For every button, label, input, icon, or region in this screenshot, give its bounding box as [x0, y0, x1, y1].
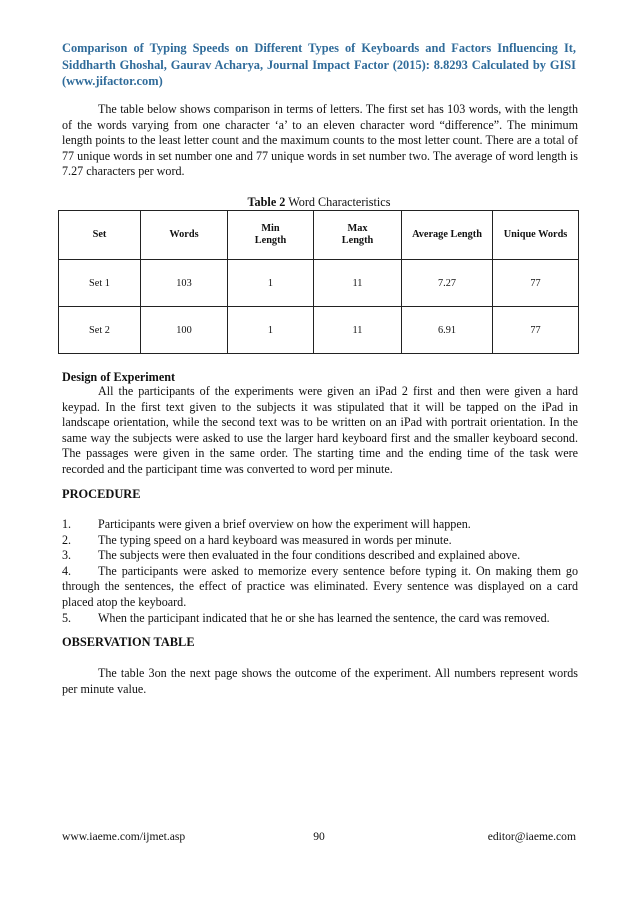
cell-min: 1	[228, 307, 314, 354]
header-min-line1: Min	[261, 222, 280, 234]
table-row	[59, 260, 579, 307]
page-footer	[62, 830, 576, 843]
cell-words: 100	[141, 307, 228, 354]
footer-email: editor@iaeme.com	[487, 830, 576, 843]
list-item-number: 1.	[62, 517, 72, 531]
header-max-length	[314, 211, 402, 260]
list-item-number: 4.	[62, 563, 72, 578]
table-header-row	[59, 211, 579, 260]
design-heading: Design of Experiment	[62, 370, 176, 384]
cell-set: Set 2	[59, 307, 141, 354]
list-item	[62, 548, 578, 564]
procedure-heading: PROCEDURE	[62, 487, 141, 501]
header-min-line2: Length	[254, 235, 287, 246]
design-paragraph: All the participants of the experiments were given an iPad 2 first and then were given a hard keypad. In the first text given to the subjects it was stipulated that it will be tapped on the iPad in landscape orientation, while the second text was to be written on an iPad with portrait orientation. In the same way the subjects were asked to use the larger hard keyboard first and the smaller keyboard second. The passages were given in the same order. The starting time and the ending time of the task were recorded and the participant time was converted to word per minute.	[62, 384, 578, 476]
list-item	[62, 611, 578, 627]
list-item-number: 2.	[62, 532, 72, 547]
cell-max: 11	[314, 260, 402, 307]
list-item	[62, 564, 578, 611]
list-item-text: The typing speed on a hard keyboard was measured in words per minute.	[98, 532, 452, 547]
header-max-line2: Length	[341, 235, 374, 246]
cell-unique: 77	[493, 307, 579, 354]
word-characteristics-table	[58, 210, 579, 354]
procedure-list	[62, 517, 578, 626]
list-item-number: 3.	[62, 548, 72, 563]
running-header-citation: Comparison of Typing Speeds on Different Types of Keyboards and Factors Influencing It, Siddharth Ghoshal, Gaurav Acharya, Journal Impact Factor (2015): 8.8293 Calculated by GISI (www.jifactor.com)	[62, 41, 576, 88]
cell-max: 11	[314, 307, 402, 354]
list-item-text: Participants were given a brief overview on how the experiment will happen.	[98, 517, 471, 531]
header-average-length: Average Length	[402, 211, 493, 260]
cell-set: Set 1	[59, 260, 141, 307]
page-number: 90	[313, 830, 325, 843]
table-row	[59, 307, 579, 354]
table-2-caption-title: Word Characteristics	[285, 195, 391, 209]
observation-paragraph: The table 3on the next page shows the outcome of the experiment. All numbers represent words per minute value.	[62, 666, 578, 696]
table-2-caption-label: Table 2	[247, 195, 286, 209]
footer-url: www.iaeme.com/ijmet.asp	[62, 830, 186, 843]
list-item	[62, 517, 578, 533]
cell-avg: 7.27	[402, 260, 493, 307]
list-item-text: When the participant indicated that he or she has learned the sentence, the card was removed.	[98, 610, 550, 625]
cell-min: 1	[228, 260, 314, 307]
list-item-number: 5.	[62, 610, 72, 625]
intro-paragraph: The table below shows comparison in terms of letters. The first set has 103 words, with the length of the words varying from one character ‘a’ to an eleven character word “difference”. The minimum length points to the least letter count and the maximum counts to the most letter count. There are a total of 77 unique words in set number one and 77 unique words in set number two. The average of word length is 7.27 characters per word.	[62, 102, 578, 179]
header-max-line1: Max	[347, 222, 368, 234]
header-set: Set	[59, 211, 141, 260]
list-item-text: The participants were asked to memorize every sentence before typing it. On making them go through the sentences, the effect of practice was eliminated. Every sentence was displayed on a card placed atop the keyboard.	[62, 563, 578, 609]
cell-unique: 77	[493, 260, 579, 307]
header-unique-words: Unique Words	[493, 211, 579, 260]
header-min-length	[228, 211, 314, 260]
header-words: Words	[141, 211, 228, 260]
cell-avg: 6.91	[402, 307, 493, 354]
cell-words: 103	[141, 260, 228, 307]
list-item-text: The subjects were then evaluated in the four conditions described and explained above.	[98, 548, 521, 563]
observation-heading: OBSERVATION TABLE	[62, 635, 195, 649]
list-item	[62, 533, 578, 549]
table-2-caption	[0, 195, 638, 210]
